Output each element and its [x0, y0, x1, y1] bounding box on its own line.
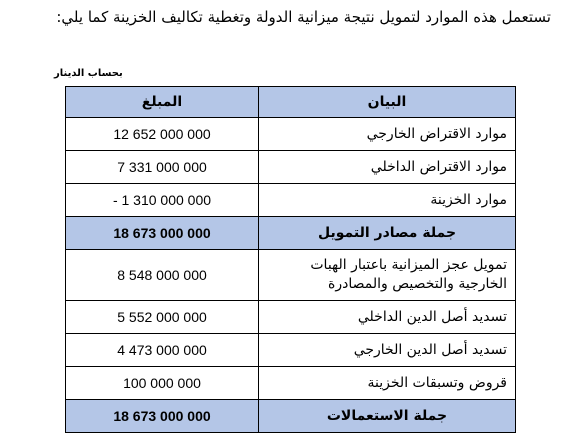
row-amount: 5 552 000 000 — [66, 301, 259, 334]
row-amount: 8 548 000 000 — [66, 250, 259, 301]
row-label: جملة مصادر التمويل — [259, 217, 516, 250]
row-label: موارد الخزينة — [259, 184, 516, 217]
row-amount: 12 652 000 000 — [66, 118, 259, 151]
table-header-row — [66, 87, 516, 118]
row-label: تسديد أصل الدين الداخلي — [259, 301, 516, 334]
table-row — [66, 151, 516, 184]
table-row — [66, 118, 516, 151]
table-row — [66, 367, 516, 400]
row-amount: 100 000 000 — [66, 367, 259, 400]
table-row — [66, 334, 516, 367]
table-row — [66, 250, 516, 301]
row-amount: 7 331 000 000 — [66, 151, 259, 184]
row-label: موارد الاقتراض الخارجي — [259, 118, 516, 151]
row-label: قروض وتسبقات الخزينة — [259, 367, 516, 400]
financing-table — [65, 86, 516, 433]
intro-paragraph: تستعمل هذه الموارد لتمويل نتيجة ميزانية الدولة وتغطية تكاليف الخزينة كما يلي: — [56, 8, 551, 26]
header-label: البيان — [259, 87, 516, 118]
header-amount: المبلغ — [66, 87, 259, 118]
row-amount: 18 673 000 000 — [66, 217, 259, 250]
row-label: جملة الاستعمالات — [259, 400, 516, 433]
table-row — [66, 184, 516, 217]
row-label: موارد الاقتراض الداخلي — [259, 151, 516, 184]
unit-note: بحساب الدينار — [54, 68, 123, 79]
row-amount: 4 473 000 000 — [66, 334, 259, 367]
table-row-total — [66, 217, 516, 250]
row-label: تمويل عجز الميزانية باعتبار الهبات الخارجية والتخصيص والمصادرة — [259, 250, 516, 301]
table-row-total — [66, 400, 516, 433]
row-label: تسديد أصل الدين الخارجي — [259, 334, 516, 367]
row-amount: 18 673 000 000 — [66, 400, 259, 433]
row-amount: - 1 310 000 000 — [66, 184, 259, 217]
table-row — [66, 301, 516, 334]
